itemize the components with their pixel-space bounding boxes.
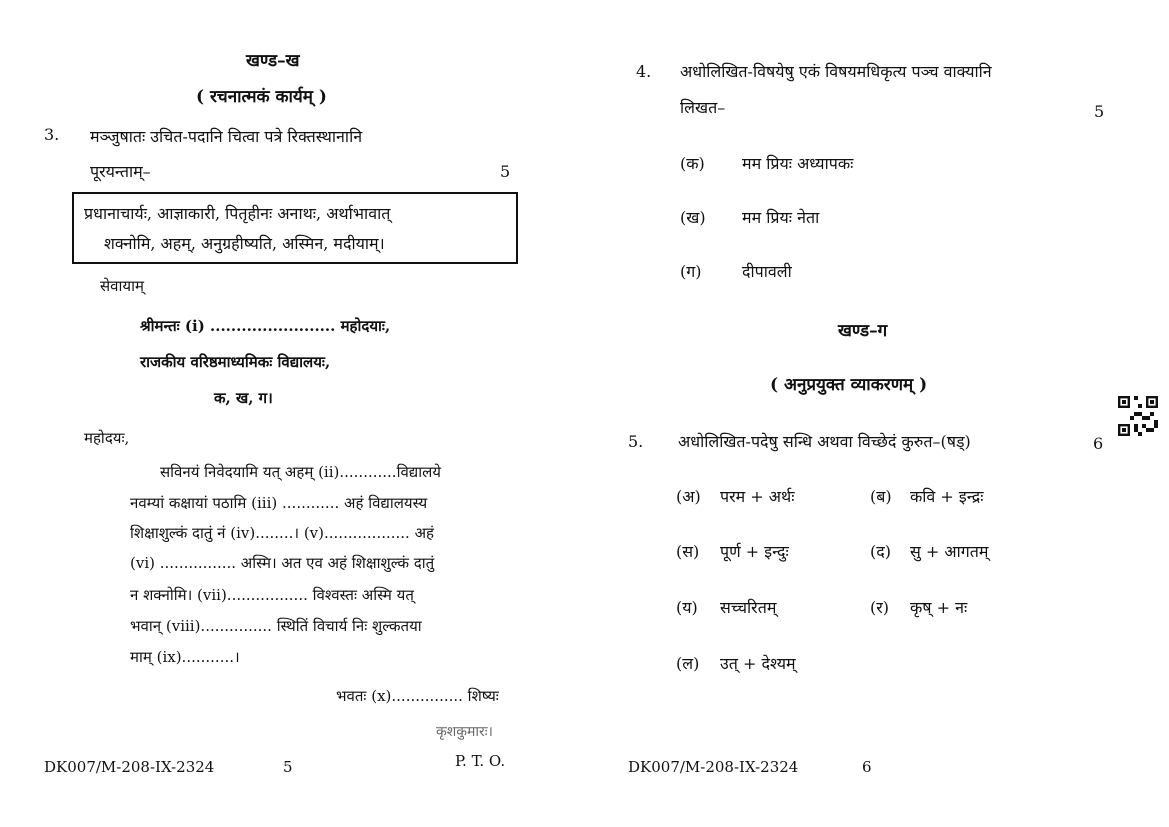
q4-option-label: (क): [680, 154, 705, 173]
q5-item-label: (स): [676, 542, 700, 561]
q5-text: अधोलिखित-पदेषु सन्धि अथवा विच्छेदं कुरुत–(षड्): [678, 432, 971, 451]
letter-body-line: नवम्यां कक्षायां पठामि (iii) ............ अहं विद्यालयस्य: [130, 494, 428, 512]
left-footer-page: 5: [283, 758, 293, 776]
left-section-title: खण्ड–ख: [246, 51, 300, 71]
right-section-subtitle: ( अनुप्रयुक्त व्याकरणम् ): [770, 375, 928, 395]
q5-item-text: उत् + देश्यम्: [720, 654, 796, 673]
q3-marks: 5: [500, 162, 511, 181]
q4-option-text: मम प्रियः नेता: [742, 208, 820, 227]
letter-body-line: सविनयं निवेदयामि यत् अहम् (ii)............विद्यालये: [160, 463, 442, 481]
q4-option-text: दीपावली: [742, 262, 792, 281]
q5-item-text: सु + आगतम्: [910, 542, 989, 561]
q5-item-label: (ल): [676, 654, 700, 673]
letter-shrimantah: श्रीमन्तः (i) ........................ महोदयाः,: [140, 317, 391, 335]
q5-item-text: परम + अर्थः: [720, 487, 795, 506]
left-footer-pto: P. T. O.: [455, 752, 506, 770]
q4-option-label: (ख): [680, 208, 706, 227]
q5-item-label: (अ): [676, 487, 701, 506]
letter-salutation: महोदयः,: [84, 429, 130, 447]
letter-body-line: माम् (ix)...........।: [130, 648, 240, 666]
letter-sevayam: सेवायाम्: [100, 277, 144, 295]
word-box-line2: शक्नोमि, अहम्, अनुग्रहीष्यति, अस्मिन, मदीयाम्।: [104, 234, 385, 253]
left-section-subtitle: ( रचनात्मकं कार्यम् ): [196, 87, 327, 107]
letter-body-line: शिक्षाशुल्कं दातुं नं (iv)........। (v).................. अहं: [130, 524, 435, 542]
left-footer-code: DK007/M-208-IX-2324: [44, 758, 215, 776]
right-footer-page: 6: [862, 758, 872, 776]
q5-item-label: (ब): [870, 487, 892, 506]
letter-signoff: भवतः (x)............... शिष्यः: [336, 687, 499, 705]
q5-item-text: कवि + इन्द्रः: [910, 487, 984, 506]
q5-item-text: कृष् + नः: [910, 598, 968, 617]
qr-code-icon: [1118, 396, 1158, 436]
q3-line2: पूरयन्ताम्–: [90, 162, 151, 181]
q5-item-text: पूर्ण + इन्दुः: [720, 542, 789, 561]
letter-body-line: न शक्नोमि। (vii)................. विश्वस्तः अस्मि यत्: [130, 586, 414, 604]
q5-number: 5.: [628, 432, 644, 451]
q3-number: 3.: [44, 125, 60, 144]
q5-item-text: सच्चरितम्: [720, 598, 777, 617]
q5-item-label: (द): [870, 542, 891, 561]
q4-number: 4.: [636, 62, 652, 81]
q4-option-text: मम प्रियः अध्यापकः: [742, 154, 854, 173]
right-section-title: खण्ड–ग: [838, 321, 888, 341]
right-footer-code: DK007/M-208-IX-2324: [628, 758, 799, 776]
q4-line2: लिखत–: [680, 98, 726, 117]
q5-marks: 6: [1093, 434, 1104, 453]
q4-marks: 5: [1094, 102, 1105, 121]
q4-line1: अधोलिखित-विषयेषु एकं विषयमधिकृत्य पञ्च वाक्यानि: [680, 62, 992, 81]
letter-body-line: (vi) ................ अस्मि। अत एव अहं शिक्षाशुल्कं दातुं: [130, 554, 435, 572]
letter-school: राजकीय वरिष्ठमाध्यमिकः विद्यालयः,: [140, 353, 331, 371]
letter-place: क, ख, ग।: [214, 389, 273, 407]
word-box-line1: प्रधानाचार्यः, आज्ञाकारी, पितृहीनः अनाथः, अर्थाभावात्: [84, 204, 391, 223]
q5-item-label: (र): [870, 598, 890, 617]
letter-name: कृशकुमारः।: [436, 724, 493, 740]
q4-option-label: (ग): [680, 262, 702, 281]
q3-line1: मञ्जुषातः उचित-पदानि चित्वा पत्रे रिक्तस्थानानि: [90, 127, 363, 146]
letter-body-line: भवान् (viii)............... स्थितिं विचार्य निः शुल्कतया: [130, 617, 422, 635]
q5-item-label: (य): [676, 598, 698, 617]
